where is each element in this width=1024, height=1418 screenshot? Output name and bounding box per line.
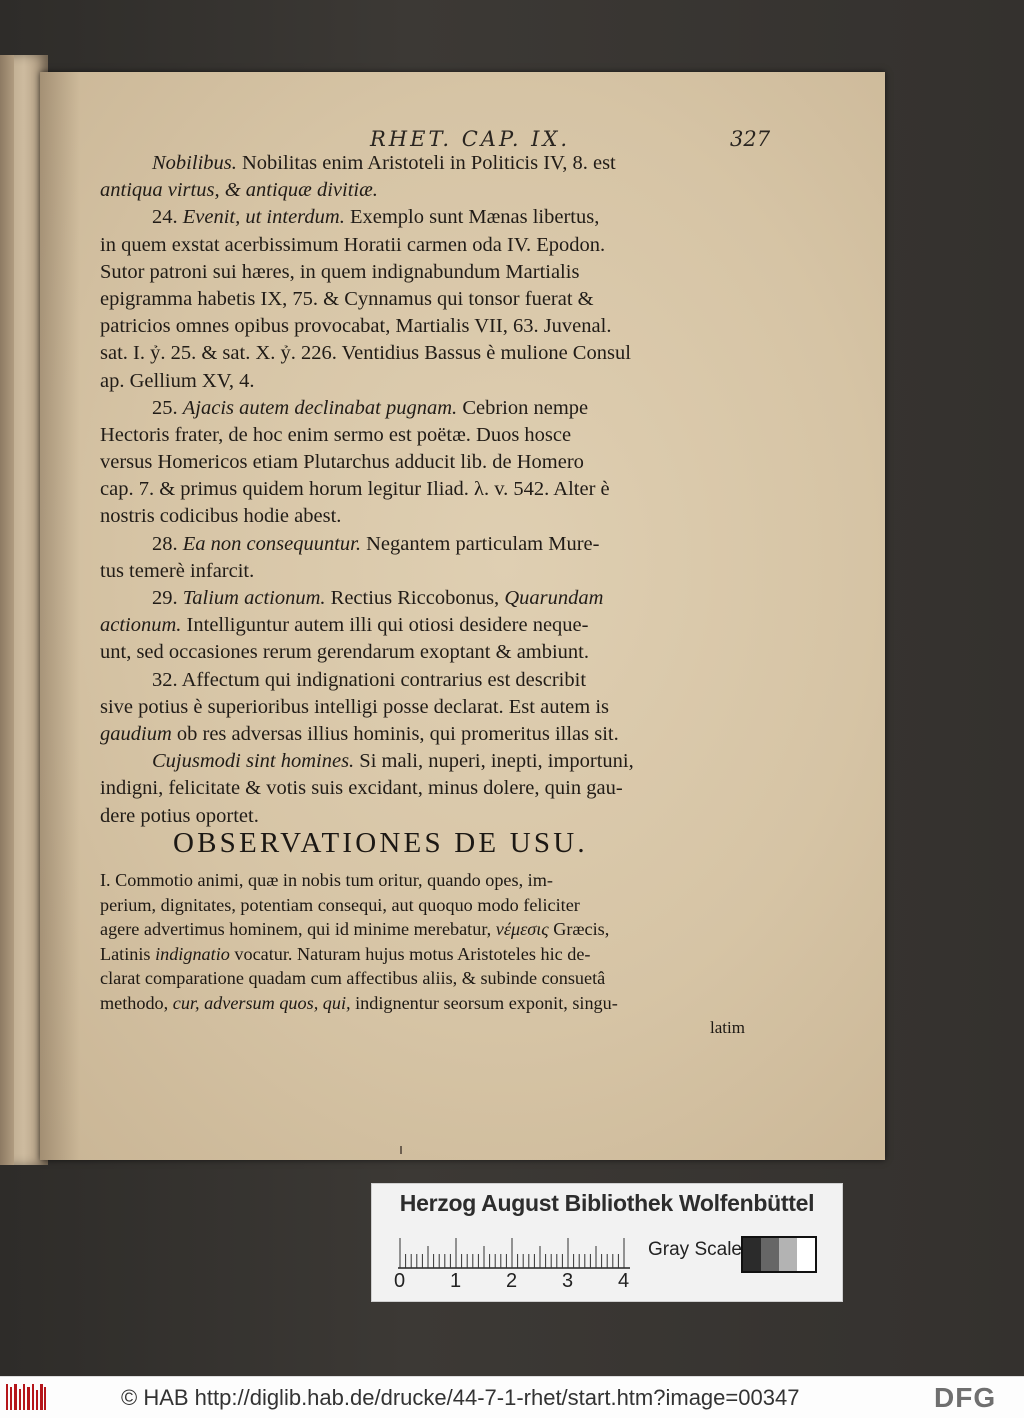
ruler-number: 1	[450, 1270, 462, 1292]
text-line	[100, 476, 790, 503]
text-segment: Rectius Riccobonus,	[325, 587, 505, 609]
section-heading: OBSERVATIONES DE USU.	[173, 827, 588, 859]
text-segment: Quarundam	[504, 587, 604, 609]
text-segment: 28.	[152, 532, 183, 555]
text-segment: cap. 7. & primus quidem horum legitur Iliad. λ. v. 542. Alter è	[100, 478, 610, 501]
text-line	[100, 558, 790, 585]
text-segment: 29.	[152, 587, 183, 609]
page-number: 327	[730, 127, 771, 151]
text-segment: νέμεσις	[495, 919, 549, 939]
text-segment: Hectoris frater, de hoc enim sermo est poëtæ. Duos hosce	[100, 423, 572, 446]
text-segment: Cebrion nempe	[457, 396, 589, 419]
text-segment: antiqua virtus, & antiquæ divitiæ.	[100, 179, 378, 202]
text-line	[100, 177, 790, 204]
text-segment: Sutor patroni sui hæres, in quem indignabundum Martialis	[100, 260, 580, 283]
text-segment: 32. Affectum qui indignationi contrarius est describit	[152, 668, 587, 691]
text-line	[100, 612, 790, 639]
text-line	[100, 748, 790, 775]
gray-patch	[779, 1238, 797, 1271]
text-line	[100, 531, 790, 558]
text-segment: Evenit, ut interdum.	[182, 206, 345, 229]
text-segment: Intelliguntur autem illi qui otiosi desidere neque-	[181, 614, 589, 637]
text-segment: Exemplo sunt Mænas libertus,	[344, 206, 600, 229]
text-segment: Ea non consequuntur.	[182, 532, 361, 555]
text-segment: Cujusmodi sint homines.	[152, 750, 355, 773]
text-line	[100, 585, 790, 612]
text-line	[100, 803, 790, 830]
text-segment: sive potius è superioribus intelligi posse declarat. Est autem is	[100, 695, 609, 718]
text-segment: actionum.	[100, 614, 182, 637]
text-segment: sat. I. ỷ. 25. & sat. X. ỷ. 226. Ventidius Bassus è mulione Consul	[100, 342, 631, 365]
text-segment: agere advertimus hominem, qui id minime merebatur,	[100, 919, 496, 939]
observation-line	[100, 942, 790, 967]
text-segment: Negantem particulam Mure-	[360, 532, 600, 555]
observations-text	[100, 868, 790, 1015]
text-segment: 24.	[152, 206, 183, 229]
running-title: RHET. CAP. IX.	[370, 127, 571, 151]
text-segment: unt, sed occasiones rerum gerendarum exoptant & ambiunt.	[100, 641, 590, 664]
text-segment: vocatur. Naturam hujus motus Aristoteles hic de-	[229, 943, 591, 964]
text-segment: patricios omnes opibus provocabat, Martialis VII, 63. Juvenal.	[100, 315, 612, 338]
text-line	[100, 395, 790, 422]
text-segment: 25.	[152, 396, 183, 419]
text-segment: I. Commotio animi, quæ in nobis tum oritur, quando opes, im-	[100, 870, 553, 890]
text-line	[100, 368, 790, 395]
catchword: latim	[710, 1018, 745, 1037]
text-line	[100, 721, 790, 748]
text-segment: Nobilitas enim Aristoteli in Politicis IV, 8. est	[236, 152, 616, 174]
observation-line	[100, 991, 790, 1016]
gray-patch	[761, 1238, 779, 1271]
library-name: Herzog August Bibliothek Wolfenbüttel	[399, 1190, 815, 1216]
text-segment: gaudium	[100, 722, 172, 745]
spine-shadow	[40, 72, 80, 1160]
text-segment: nostris codicibus hodie abest.	[100, 505, 342, 528]
footer-url[interactable]: © HAB http://diglib.hab.de/drucke/44-7-1-rhet/start.htm?image=00347	[121, 1385, 800, 1410]
gray-scale-strip	[741, 1236, 817, 1273]
observation-line	[100, 966, 790, 991]
observation-line	[100, 893, 790, 918]
ruler-numbers	[394, 1270, 654, 1294]
text-line	[100, 232, 790, 259]
text-line	[100, 667, 790, 694]
dfg-logo: DFG	[934, 1382, 997, 1413]
text-segment: dere potius oportet.	[100, 804, 259, 827]
text-segment: Ajacis autem declinabat pugnam.	[182, 396, 458, 419]
gray-scale-label: Gray Scale	[648, 1239, 742, 1260]
text-line	[100, 340, 790, 367]
text-line	[100, 449, 790, 476]
observation-line	[100, 917, 790, 942]
text-segment: indignatio	[155, 943, 230, 964]
text-line	[100, 286, 790, 313]
ruler-number: 2	[506, 1270, 518, 1292]
text-line	[100, 259, 790, 286]
text-segment: indigni, felicitate & votis suis excidant, minus dolere, quin gau-	[100, 777, 623, 800]
ruler-number: 4	[618, 1270, 630, 1292]
text-segment: Græcis,	[548, 919, 610, 939]
text-segment: Talium actionum.	[182, 587, 326, 609]
gray-patch	[797, 1238, 815, 1271]
commentary-text	[100, 150, 790, 830]
text-line	[100, 313, 790, 340]
book-gutter	[0, 55, 14, 1165]
gray-patch	[743, 1238, 761, 1271]
text-segment: epigramma habetis IX, 75. & Cynnamus qui tonsor fuerat &	[100, 287, 594, 310]
text-segment: cur, adversum quos, qui,	[172, 992, 351, 1013]
text-segment: versus Homericos etiam Plutarchus adducit lib. de Homero	[100, 451, 584, 474]
text-segment: ap. Gellium XV, 4.	[100, 369, 255, 392]
text-line	[100, 775, 790, 802]
text-line	[100, 422, 790, 449]
text-segment: indignentur seorsum exponit, singu-	[350, 992, 618, 1013]
text-segment: methodo,	[100, 992, 173, 1013]
text-segment: Nobilibus.	[152, 152, 237, 174]
text-segment: tus temerè infarcit.	[100, 559, 255, 582]
page-mark	[400, 1146, 402, 1154]
text-line	[100, 694, 790, 721]
text-line	[100, 503, 790, 530]
ruler-number: 3	[562, 1270, 574, 1292]
ruler-number: 0	[394, 1270, 406, 1292]
text-line	[100, 204, 790, 231]
footer-bar	[0, 1376, 1024, 1418]
text-segment: Latinis	[100, 943, 156, 964]
text-segment: in quem exstat acerbissimum Horatii carmen oda IV. Epodon.	[100, 233, 606, 256]
text-segment: Si mali, nuperi, inepti, importuni,	[354, 750, 634, 773]
library-color-card	[371, 1183, 843, 1302]
ruler-scale	[398, 1234, 630, 1270]
text-line	[100, 639, 790, 666]
text-segment: ob res adversas illius hominis, qui promeritus illas sit.	[171, 722, 619, 745]
text-segment: perium, dignitates, potentiam consequi, aut quoquo modo feliciter	[100, 894, 580, 915]
hab-barcode-icon	[6, 1384, 46, 1410]
book-page	[40, 72, 885, 1160]
observation-line	[100, 868, 790, 893]
text-segment: clarat comparatione quadam cum affectibus aliis, & subinde consuetâ	[100, 968, 606, 988]
text-line	[100, 150, 790, 177]
